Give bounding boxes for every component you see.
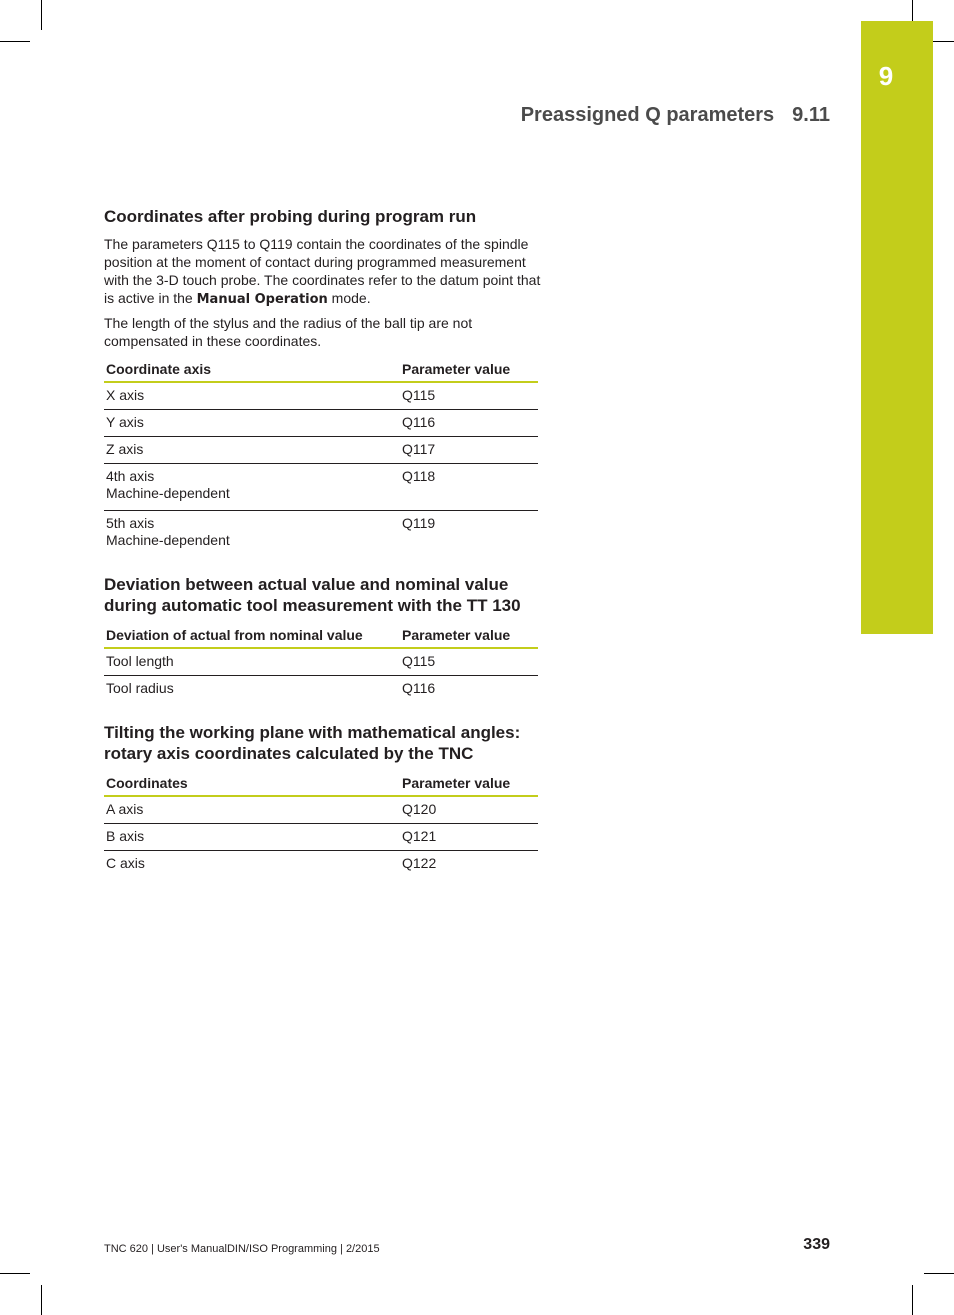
mode-name: Manual Operation: [196, 292, 328, 307]
table-header-row: [104, 358, 538, 382]
heading-line: during automatic tool measurement with the TT 130: [104, 596, 521, 615]
heading-line: rotary axis coordinates calculated by the TNC: [104, 744, 474, 763]
header-section-number: 9.11: [792, 104, 830, 126]
table-row: [104, 648, 538, 676]
table-row: [104, 511, 538, 555]
section-heading: [104, 722, 542, 764]
heading-line: Deviation between actual value and nominal value: [104, 575, 509, 594]
paragraph-text: mode.: [327, 290, 371, 306]
header-title: Preassigned Q parameters: [520, 104, 775, 126]
coordinate-table: [104, 358, 538, 554]
cell-line: Machine-dependent: [106, 485, 230, 501]
table-header-row: [104, 772, 538, 796]
table-cell: Q116: [402, 680, 436, 696]
column-header: Deviation of actual from nominal value: [104, 624, 400, 648]
table-cell: Q119: [402, 515, 436, 531]
table-cell: X axis: [104, 382, 400, 410]
table-row: [104, 410, 538, 437]
table-cell: Q118: [400, 464, 538, 511]
crop-mark: [912, 1285, 913, 1315]
table-cell: C axis: [106, 855, 145, 871]
paragraph: [104, 235, 542, 309]
table-header-row: [104, 624, 538, 648]
table-cell: Z axis: [104, 437, 400, 464]
page-number: 339: [803, 1236, 830, 1253]
crop-mark: [41, 0, 42, 30]
paragraph-text: The parameters Q115 to Q119 contain the coordinates of the spindle position at the moment of contact during programmed measurement with the 3-D touch probe. The coordinates refer to the datum point that is active in the: [104, 236, 541, 306]
table-cell: Q122: [402, 855, 437, 871]
crop-mark: [0, 1273, 30, 1274]
table-cell: Q120: [400, 796, 538, 824]
table-cell: A axis: [104, 796, 400, 824]
column-header: Coordinate axis: [104, 358, 400, 382]
table-row: [104, 464, 538, 511]
crop-mark: [924, 1273, 954, 1274]
cell-line: 5th axis: [106, 515, 155, 531]
table-cell: Q121: [400, 824, 538, 851]
cell-line: 4th axis: [106, 468, 155, 484]
cell-line: Machine-dependent: [106, 532, 230, 548]
chapter-tab: [861, 21, 933, 634]
table-cell: [104, 511, 400, 555]
table-cell: Tool length: [104, 648, 400, 676]
paragraph: The length of the stylus and the radius of the ball tip are not compensated in these coordinates.: [104, 315, 473, 349]
page-content: [104, 206, 542, 877]
chapter-number: 9: [878, 61, 894, 91]
section-heading: Coordinates after probing during program run: [104, 207, 477, 226]
table-cell: B axis: [104, 824, 400, 851]
table-row: [104, 437, 538, 464]
column-header: Coordinates: [104, 772, 400, 796]
deviation-table: [104, 624, 538, 702]
table-cell: Q115: [400, 382, 538, 410]
heading-line: Tilting the working plane with mathematical angles:: [104, 723, 521, 742]
table-row: [104, 824, 538, 851]
column-header: Parameter value: [400, 772, 538, 796]
crop-mark: [41, 1285, 42, 1315]
table-row: [104, 851, 538, 878]
section-heading: [104, 574, 542, 616]
table-cell: Tool radius: [106, 680, 174, 696]
rotary-axis-table: [104, 772, 538, 877]
table-row: [104, 676, 538, 703]
footer-text: TNC 620 | User's ManualDIN/ISO Programming | 2/2015: [104, 1243, 380, 1255]
table-row: [104, 382, 538, 410]
column-header: Parameter value: [400, 624, 538, 648]
table-cell: [104, 464, 400, 511]
column-header: Parameter value: [400, 358, 538, 382]
table-cell: Y axis: [104, 410, 400, 437]
table-row: [104, 796, 538, 824]
table-cell: Q115: [400, 648, 538, 676]
crop-mark: [0, 41, 30, 42]
table-cell: Q116: [400, 410, 538, 437]
table-cell: Q117: [400, 437, 538, 464]
running-header: [521, 104, 830, 127]
